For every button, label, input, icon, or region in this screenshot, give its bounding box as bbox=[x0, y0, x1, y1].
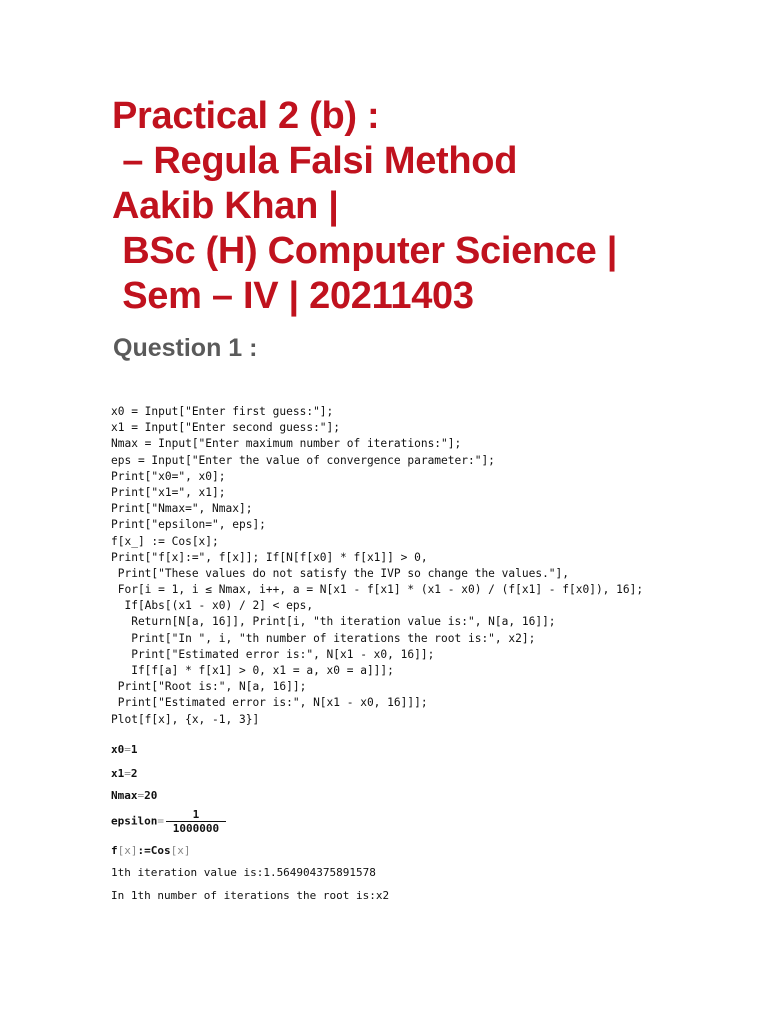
title-line-method: – Regula Falsi Method bbox=[112, 140, 518, 182]
output-x0 bbox=[111, 743, 138, 756]
code-line: eps = Input["Enter the value of convergence parameter:"]; bbox=[111, 453, 495, 467]
title-line-practical: Practical 2 (b) : bbox=[112, 95, 380, 137]
output-x0-label: x0 bbox=[111, 743, 125, 756]
title-block bbox=[112, 94, 617, 319]
code-line: Print["x0=", x0]; bbox=[111, 469, 226, 483]
code-line: Print["Estimated error is:", N[x1 - x0, 16]]; bbox=[111, 647, 435, 661]
output-epsilon-label: epsilon bbox=[111, 814, 158, 828]
code-line: x1 = Input["Enter second guess:"]; bbox=[111, 421, 341, 435]
code-line: For[i = 1, i ≤ Nmax, i++, a = N[x1 - f[x1] * (x1 - x0) / (f[x1] - f[x0]), 16]; bbox=[111, 583, 644, 597]
output-fx-def: := bbox=[137, 844, 151, 857]
output-fx-cos: Cos bbox=[150, 844, 171, 857]
code-line: Print["Root is:", N[a, 16]]; bbox=[111, 680, 307, 694]
code-line: Print["f[x]:=", f[x]]; If[N[f[x0] * f[x1]] > 0, bbox=[111, 550, 428, 564]
output-x1-eq: = bbox=[124, 767, 131, 780]
output-root-line: In 1th number of iterations the root is:x2 bbox=[111, 889, 390, 902]
title-line-author: Aakib Khan | bbox=[112, 185, 339, 227]
output-epsilon-eq: = bbox=[157, 814, 164, 828]
code-block bbox=[111, 404, 643, 728]
output-x1 bbox=[111, 767, 138, 780]
code-line: Print["epsilon=", eps]; bbox=[111, 518, 266, 532]
output-x1-label: x1 bbox=[111, 767, 125, 780]
output-x1-value: 2 bbox=[130, 767, 138, 780]
output-function-definition bbox=[111, 844, 191, 857]
code-line: x0 = Input["Enter first guess:"]; bbox=[111, 405, 334, 418]
output-iteration-value: 1th iteration value is:1.564904375891578 bbox=[111, 866, 376, 879]
code-line: Print["These values do not satisfy the IVP so change the values."], bbox=[111, 566, 570, 580]
question-heading: Question 1 : bbox=[113, 334, 258, 362]
epsilon-denominator: 1000000 bbox=[172, 822, 220, 835]
output-x0-value: 1 bbox=[130, 743, 138, 756]
code-line: Plot[f[x], {x, -1, 3}] bbox=[111, 712, 260, 726]
code-line: If[f[a] * f[x1] > 0, x1 = a, x0 = a]]]; bbox=[111, 664, 394, 677]
code-line: Nmax = Input["Enter maximum number of iterations:"]; bbox=[111, 437, 462, 451]
output-x0-eq: = bbox=[124, 743, 131, 756]
code-line: Return[N[a, 16]], Print[i, "th iteration value is:", N[a, 16]]; bbox=[111, 615, 556, 629]
title-line-course: BSc (H) Computer Science | bbox=[112, 230, 618, 272]
output-fx-arg: [x] bbox=[117, 844, 138, 857]
output-nmax bbox=[111, 789, 157, 802]
title-line-semester: Sem – IV | 20211403 bbox=[112, 275, 474, 317]
output-epsilon bbox=[111, 808, 226, 835]
code-line: Print["Nmax=", Nmax]; bbox=[111, 502, 253, 516]
code-line: If[Abs[(x1 - x0) / 2] < eps, bbox=[111, 599, 314, 613]
code-line: Print["Estimated error is:", N[x1 - x0, 16]]]; bbox=[111, 696, 428, 710]
epsilon-numerator: 1 bbox=[192, 808, 200, 821]
output-fx-f: f bbox=[111, 844, 118, 857]
output-nmax-label: Nmax bbox=[111, 789, 138, 802]
output-nmax-eq: = bbox=[137, 789, 145, 802]
code-line: f[x_] := Cos[x]; bbox=[111, 534, 219, 548]
output-nmax-value: 20 bbox=[144, 789, 158, 802]
epsilon-fraction bbox=[166, 808, 226, 835]
code-line: Print["In ", i, "th number of iterations the root is:", x2]; bbox=[111, 631, 536, 645]
code-line: Print["x1=", x1]; bbox=[111, 485, 226, 499]
output-fx-cos-arg: [x] bbox=[170, 844, 191, 857]
